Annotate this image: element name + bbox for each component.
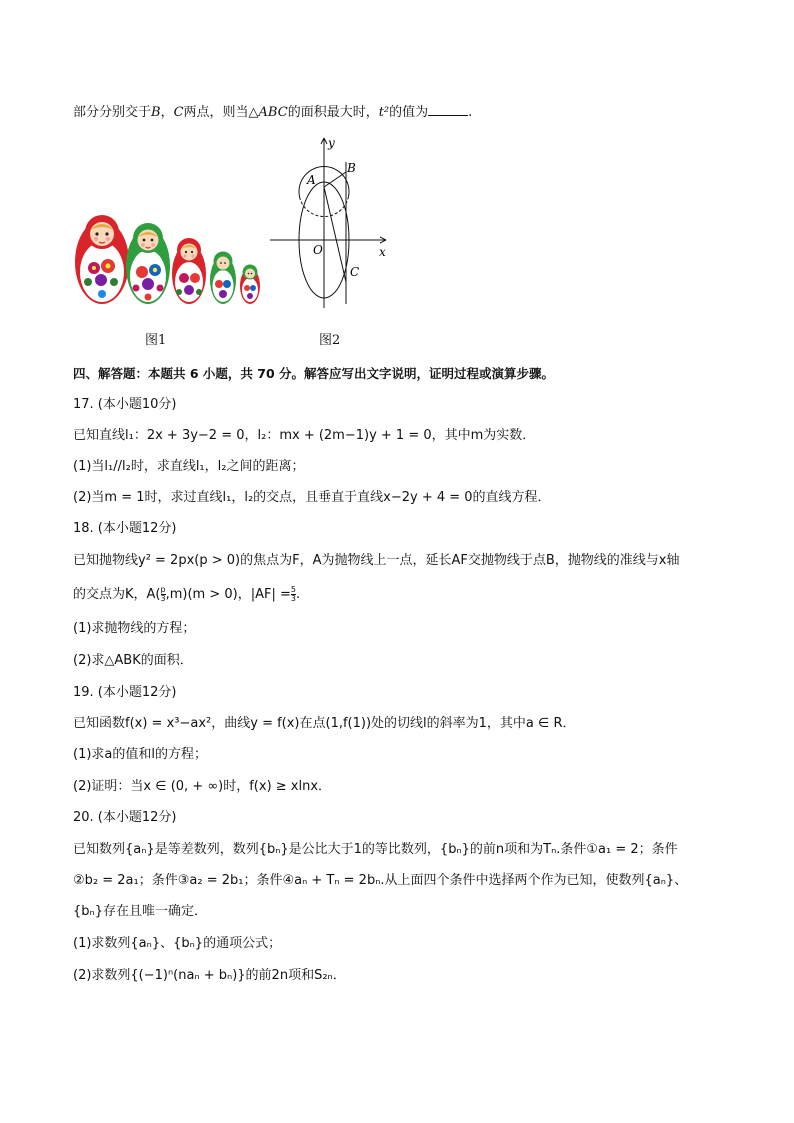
origin-label: O xyxy=(313,243,323,257)
q19-part2: (2)证明：当x ∈ (0, + ∞)时，f(x) ≥ xlnx． xyxy=(73,779,332,794)
doll-fourth xyxy=(210,252,236,305)
q19-part1: (1)求a的值和l的方程； xyxy=(73,747,207,762)
q18-heading: 18. (本小题12分) xyxy=(73,521,177,536)
q20-part1: (1)求数列{aₙ}、{bₙ}的通项公式； xyxy=(73,936,282,951)
q18-part2: (2)求△ABK的面积． xyxy=(73,653,193,668)
q19-heading: 19. (本小题12分) xyxy=(73,685,177,700)
q18-stem-line1: 已知抛物线y² = 2px(p > 0)的焦点为F，A为抛物线上一点，延长AF交抛物线于点B，抛物线的准线与x轴 xyxy=(73,553,680,568)
doll-large xyxy=(75,215,129,304)
q18-part1: (1)求抛物线的方程； xyxy=(73,621,196,636)
answer-blank[interactable] xyxy=(428,103,468,116)
q17-heading: 17. (本小题10分) xyxy=(73,397,177,412)
q20-part2: (2)求数列{(−1)ⁿ(naₙ + bₙ)}的前2n项和S₂ₙ． xyxy=(73,968,346,983)
section-heading: 四、解答题：本题共 6 小题，共 70 分。解答应写出文字说明，证明过程或演算步骤。 xyxy=(73,366,555,381)
q17-part2: (2)当m = 1时，求过直线l₁，l₂的交点，且垂直于直线x−2y + 4 = 0的直线方程． xyxy=(73,490,551,505)
q18-stem-line2: 的交点为K，A( $\frac{p}{3}$ ,m)(m > 0)，|AF| = $\frac{5}{3}$ . xyxy=(73,585,301,603)
q17-part1: (1)当l₁//l₂时，求直线l₁，l₂之间的距离； xyxy=(73,459,305,474)
q17-stem: 已知直线l₁：2x + 3y−2 = 0，l₂：mx + (2m−1)y + 1 = 0，其中m为实数． xyxy=(73,428,536,443)
matryoshka-dolls-figure xyxy=(74,200,264,308)
q20-stem-line3: {bₙ}存在且唯一确定． xyxy=(73,904,207,919)
y-axis-label: y xyxy=(328,136,335,150)
point-a-label: A xyxy=(307,173,316,187)
q20-heading: 20. (本小题12分) xyxy=(73,810,177,825)
q19-stem: 已知函数f(x) = x³−ax²，曲线y = f(x)在点(1,f(1))处的切线l的斜率为1，其中a ∈ R． xyxy=(73,716,576,731)
doll-third xyxy=(172,238,206,304)
doll-second xyxy=(126,223,170,304)
figure2-caption: 图2 xyxy=(319,333,341,348)
geometry-figure xyxy=(262,132,398,312)
figure1-caption: 图1 xyxy=(145,333,167,348)
point-c-label: C xyxy=(350,265,360,279)
x-axis-label: x xyxy=(379,245,386,259)
doll-small xyxy=(240,265,260,305)
q20-stem-line1: 已知数列{aₙ}是等差数列，数列{bₙ}是公比大于1的等比数列，{bₙ}的前n项和为Tₙ.条件①a₁ = 2；条件 xyxy=(73,842,678,857)
q20-stem-line2: ②b₂ = 2a₁；条件③a₂ = 2b₁；条件④aₙ + Tₙ = 2bₙ.从上面四个条件中选择两个作为已知，使数列{aₙ}、 xyxy=(73,873,688,888)
point-b-label: B xyxy=(347,161,356,175)
fraction-p-over-3: $\frac{p}{3}$ xyxy=(160,585,166,603)
fraction-5-over-3: $\frac{5}{3}$ xyxy=(290,585,296,603)
question-continuation-line: 部分分别交于B，C两点，则当△ABC的面积最大时，t²的值为 . xyxy=(73,105,473,120)
